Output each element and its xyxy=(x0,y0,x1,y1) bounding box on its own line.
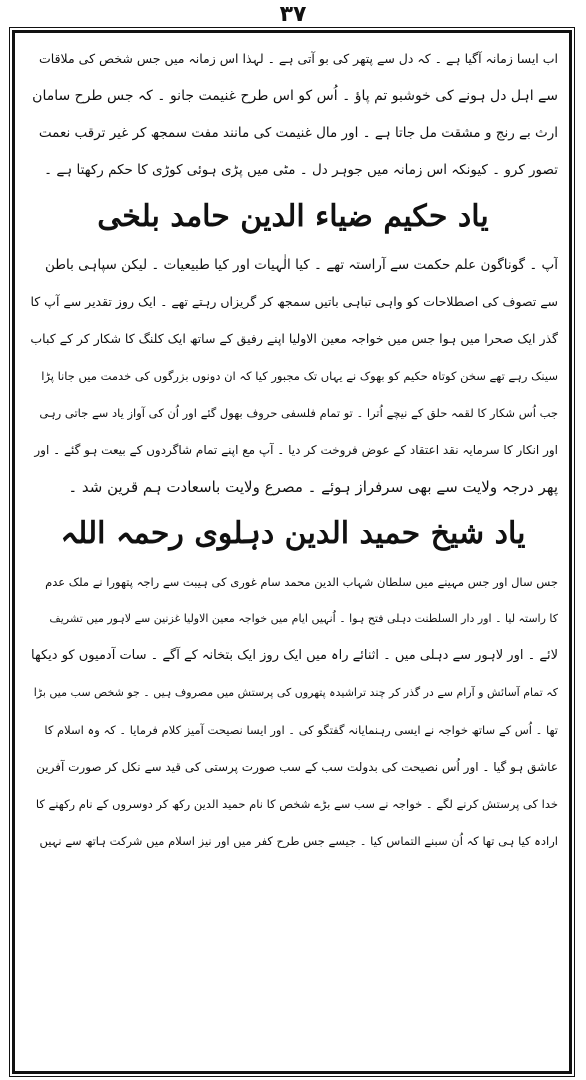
section-heading: یاد حکیم ضیاء الدین حامد بلخی xyxy=(97,199,489,234)
page-number: ۳۷ xyxy=(279,2,307,27)
document-body xyxy=(28,40,558,859)
section-paragraph xyxy=(28,246,558,505)
text-line: اور انکار کا سرمایہ نقد اعتقاد کے عوض فروخت کر دیا ۔ آپ مع اپنے تمام شاگردوں کے بیعت ہو گئے ۔ اور xyxy=(34,442,558,457)
text-line: ارث بے رنج و مشقت مل جاتا ہے ۔ اور مال غنیمت کی مانند مفت سمجھ کر غیر ترقب نعمت xyxy=(38,124,558,141)
text-line: گذر ایک صحرا میں ہوا جس میں خواجہ معین الاولیا اپنے رفیق کے ساتھ ایک کلنگ کا شکار کر کے کباب xyxy=(30,330,558,346)
text-line: اب ایسا زمانہ آگیا ہے ۔ کہ دل سے پتھر کی بو آتی ہے ۔ لہذا اس زمانہ میں جس شخص کی ملاقات xyxy=(39,50,558,66)
text-line: سے اہل دل ہونے کی خوشبو تم پاؤ ۔ اُس کو اس طرح غنیمت جانو ۔ کہ جس طرح سامان xyxy=(32,87,558,104)
text-line: پھر درجہ ولایت سے بھی سرفراز ہوئے ۔ مصرع ولایت باسعادت ہم قرین شد ۔ xyxy=(68,477,558,496)
intro-paragraph xyxy=(28,40,558,188)
text-line: سینک رہے تھے سخن کوتاہ حکیم کو بھوک نے یہاں تک مجبور کیا کہ ان دونوں بزرگوں کی خدمت میں جانا پڑا xyxy=(41,368,558,383)
text-line: خدا کی پرستش کرنے لگے ۔ خواجہ نے سب سے بڑے شخص کا نام حمید الدین رکھ کر دوسروں کے نام رکھنے کا xyxy=(35,796,558,811)
text-line: کہ تمام آسائش و آرام سے در گذر کر چند تراشیدہ پتھروں کی پرستش میں مصروف ہیں ۔ جو شخص سب میں بڑا xyxy=(33,685,558,699)
text-line: سے تصوف کی اصطلاحات کو واہی تباہی باتیں سمجھ کر گریزاں رہتے تھے ۔ ایک روز تقدیر سے آپ کا xyxy=(30,293,558,309)
text-line: ارادہ کیا ہی تھا کہ اُن سبنے التماس کیا ۔ جیسے جس طرح کفر میں اور نیز اسلام میں شرکت ہاتھ سے نہیں xyxy=(39,833,558,848)
text-line: جب اُس شکار کا لقمہ حلق کے نیچے اُترا ۔ تو تمام فلسفی حروف بھول گئے اور اُن کی آواز یاد سے جاتی رہی xyxy=(39,405,558,420)
text-line: کا راستہ لیا ۔ اور دار السلطنت دہلی فتح ہوا ۔ اُنہیں ایام میں خواجہ معین الاولیا غزنین سے لاہور میں تشریف xyxy=(49,611,558,625)
text-line: جس سال اور جس مہینے میں سلطان شہاب الدین محمد سام غوری کی ہیبت سے راجہ پتھورا نے ملک عدم xyxy=(45,574,558,589)
section-paragraph xyxy=(28,563,558,859)
text-line: عاشق ہو گیا ۔ اور اُس نصیحت کی بدولت سب کے سب صورت پرستی کی قید سے نکل کر صورت آفرین xyxy=(36,759,558,774)
text-line: تصور کرو ۔ کیونکہ اس زمانہ میں جوہر دل ۔ مٹی میں پڑی ہوئی کوڑی کا حکم رکھتا ہے ۔ xyxy=(44,161,558,178)
section-heading: یاد شیخ حمید الدین دہلوی رحمہ اللہ xyxy=(60,516,526,551)
text-line: تھا ۔ اُس کے ساتھ خواجہ نے ایسی رہنمایانہ گفتگو کی ۔ اور ایسا نصیحت آمیز کلام فرمایا ۔ کہ وہ اسلام کا xyxy=(44,722,558,737)
text-line: آپ ۔ گوناگون علم حکمت سے آراستہ تھے ۔ کیا الٰہیات اور کیا طبیعیات ۔ لیکن سپاہی باطن xyxy=(45,256,558,273)
text-line: لائے ۔ اور لاہور سے دہلی میں ۔ اثنائے راہ میں ایک روز ایک بتخانہ کے آگے ۔ سات آدمیوں کو دیکھا xyxy=(31,647,558,663)
